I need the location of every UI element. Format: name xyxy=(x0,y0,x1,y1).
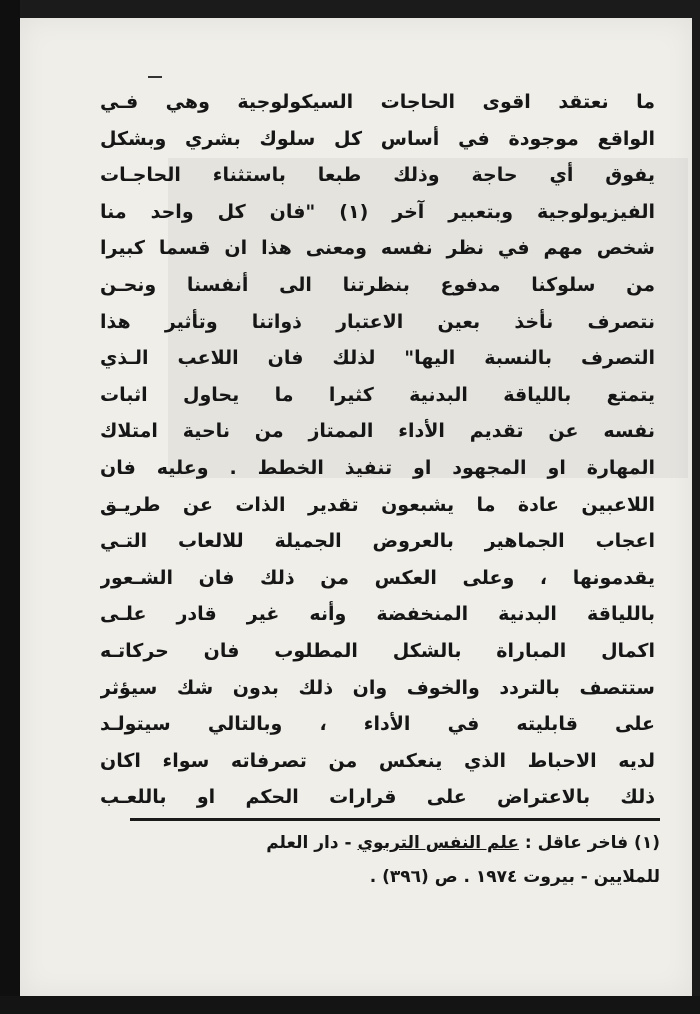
footnote-separator xyxy=(130,818,660,821)
text-line: الواقع موجودة في أساس كل سلوك بشري وبشكل xyxy=(100,127,655,150)
text-line: المهارة او المجهود او تنفيذ الخطط . وعليه فان xyxy=(100,456,655,479)
footnote xyxy=(210,826,660,894)
text-line: باللياقة البدنية المنخفضة وأنه غير قادر علـى xyxy=(100,603,655,626)
text-line: ستتصف بالتردد والخوف وان ذلك بدون شك سيؤثر xyxy=(100,676,655,699)
footnote-line-1 xyxy=(210,826,660,860)
scan-left-edge xyxy=(0,0,20,1014)
footnote-book-title: علم النفس التربوي xyxy=(357,833,519,853)
text-line: من سلوكنا مدفوع بنظرتنا الى أنفسنا ونحـن xyxy=(100,273,655,296)
footnote-author: (١) فاخر عاقل : xyxy=(518,833,660,853)
text-line: التصرف بالنسبة اليها" لذلك فان اللاعب الـذي xyxy=(100,347,655,370)
text-line: اكمال المباراة بالشكل المطلوب فان حركاتـه xyxy=(100,639,655,662)
text-line: على قابليته في الأداء ، وبالتالي سيتولـد xyxy=(100,713,655,736)
text-line: يقدمونها ، وعلى العكس من ذلك فان الشـعور xyxy=(100,566,655,589)
text-line: ذلك بالاعتراض على قرارات الحكم او باللعـب xyxy=(100,786,655,809)
text-line: اللاعبين عادة ما يشبعون تقدير الذات عن طريـق xyxy=(100,493,655,516)
text-line: نفسه عن تقديم الأداء الممتاز من ناحية امتلاك xyxy=(100,420,655,443)
scan-bottom-edge xyxy=(0,996,700,1014)
text-line: نتصرف نأخذ بعين الاعتبار ذواتنا وتأثير هذا xyxy=(100,310,655,333)
body-text xyxy=(100,84,655,816)
footnote-line-2: للملايين - بيروت ١٩٧٤ . ص (٣٩٦) . xyxy=(369,867,660,887)
footnote-publisher: - دار العلم xyxy=(266,833,358,853)
margin-mark xyxy=(148,76,162,78)
text-line: الفيزيولوجية وبتعبير آخر (١) "فان كل واحد منا xyxy=(100,200,655,223)
text-line: يفوق أي حاجة وذلك طبعا باستثناء الحاجـات xyxy=(100,164,655,187)
text-line: اعجاب الجماهير بالعروض الجميلة للالعاب التـي xyxy=(100,530,655,553)
text-line: ما نعتقد اقوى الحاجات السيكولوجية وهي فـي xyxy=(100,91,655,113)
text-line: لديه الاحباط الذي ينعكس من تصرفاته سواء اكان xyxy=(100,749,655,772)
text-line: شخص مهم في نظر نفسه ومعنى هذا ان قسما كبيرا xyxy=(100,237,655,260)
text-line: يتمتع باللياقة البدنية كثيرا ما يحاول اثبات xyxy=(100,383,655,406)
